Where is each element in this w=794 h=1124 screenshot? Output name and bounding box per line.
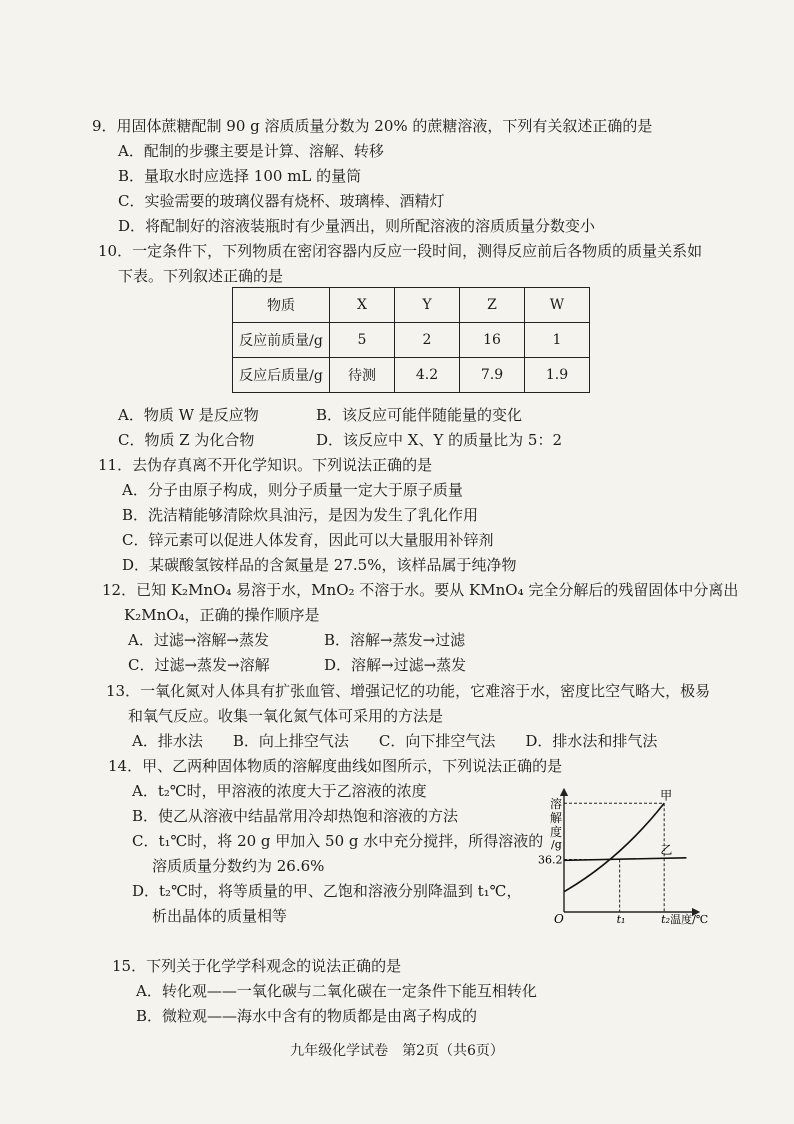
table-cell: 16 — [460, 323, 525, 358]
table-cell: 5 — [330, 323, 395, 358]
q9-stem: 9．用固体蔗糖配制 90 g 溶质质量分数为 20% 的蔗糖溶液，下列有关叙述正确的是 — [92, 117, 653, 135]
q13-stem-line2: 和氧气反应。收集一氧化氮气体可采用的方法是 — [128, 707, 444, 725]
q10-stem-line1: 10．一定条件下，下列物质在密闭容器内反应一段时间，测得反应前后各物质的质量关系如 — [98, 242, 703, 260]
q14-option-c-line2: 溶质质量分数约为 26.6% — [152, 857, 325, 875]
q15-option-a: A．转化观——一氧化碳与二氧化碳在一定条件下能互相转化 — [136, 982, 537, 1000]
q15-option-b: B．微粒观——海水中含有的物质都是由离子构成的 — [136, 1007, 478, 1025]
y-axis-label-4: /g — [551, 838, 562, 851]
series-line-yi — [564, 858, 686, 861]
q9-option-c: C．实验需要的玻璃仪器有烧杯、玻璃棒、酒精灯 — [118, 192, 445, 210]
y-axis-label-3: 度 — [550, 825, 563, 839]
q12-option-a: A．过滤→溶解→蒸发 — [128, 631, 269, 649]
q9-option-a: A．配制的步骤主要是计算、溶解、转移 — [118, 142, 384, 160]
q11-option-d: D．某碳酸氢铵样品的含氮量是 27.5%，该样品属于纯净物 — [122, 556, 517, 574]
q14-option-a: A．t₂℃时，甲溶液的浓度大于乙溶液的浓度 — [132, 782, 427, 800]
q14-option-b: B．使乙从溶液中结晶常用冷却热饱和溶液的方法 — [132, 807, 459, 825]
x-tick-label-t1: t₁ — [616, 913, 626, 926]
q11-option-c: C．锌元素可以促进人体发育，因此可以大量服用补锌剂 — [122, 531, 494, 549]
table-cell: 4.2 — [395, 358, 460, 393]
q10-option-c: C．物质 Z 为化合物 — [118, 431, 255, 449]
q12-stem-line1: 12．已知 K₂MnO₄ 易溶于水，MnO₂ 不溶于水。要从 KMnO₄ 完全分解后的残留固体中分离出 — [102, 581, 739, 599]
q13-options: A．排水法 B．向上排空气法 C．向下排空气法 D．排水法和排气法 — [132, 732, 658, 750]
q10-stem-line2: 下表。下列叙述正确的是 — [118, 267, 284, 285]
q12-option-d: D．溶解→过滤→蒸发 — [324, 656, 467, 674]
q14-option-c-line1: C．t₁℃时，将 20 g 甲加入 50 g 水中充分搅拌，所得溶液的 — [132, 832, 544, 850]
table-cell: Y — [395, 288, 460, 323]
table-row — [233, 358, 590, 393]
table-cell: X — [330, 288, 395, 323]
table-cell: 反应后质量/g — [233, 358, 330, 393]
x-axis-label: 温度/℃ — [670, 913, 709, 926]
table-cell: 1.9 — [525, 358, 590, 393]
table-cell: 7.9 — [460, 358, 525, 393]
series-label-jia: 甲 — [660, 788, 673, 803]
q12-option-c: C．过滤→蒸发→溶解 — [128, 656, 270, 674]
table-cell: 物质 — [233, 288, 330, 323]
table-cell: 待测 — [330, 358, 395, 393]
q10-option-d: D．该反应中 X、Y 的质量比为 5：2 — [316, 431, 562, 449]
solubility-chart — [536, 786, 709, 926]
q14-option-d-line2: 析出晶体的质量相等 — [152, 907, 288, 925]
q10-mass-table — [232, 287, 590, 393]
q12-stem-line2: K₂MnO₄，正确的操作顺序是 — [124, 606, 320, 624]
series-line-jia — [564, 803, 664, 891]
q11-option-b: B．洗洁精能够清除炊具油污，是因为发生了乳化作用 — [122, 506, 479, 524]
q11-option-a: A．分子由原子构成，则分子质量一定大于原子质量 — [122, 481, 463, 499]
series-label-yi: 乙 — [660, 842, 673, 857]
table-header-row — [233, 288, 590, 323]
q14-option-d-line1: D．t₂℃时，将等质量的甲、乙饱和溶液分别降温到 t₁℃， — [132, 882, 522, 900]
q13-stem-line1: 13．一氧化氮对人体具有扩张血管、增强记忆的功能，它难溶于水，密度比空气略大，极易 — [106, 682, 711, 700]
y-axis-label-1: 溶 — [550, 797, 563, 811]
origin-label: O — [554, 912, 564, 926]
table-cell: W — [525, 288, 590, 323]
q10-option-a: A．物质 W 是反应物 — [118, 406, 259, 424]
y-tick-label: 36.2 — [538, 853, 563, 867]
q15-stem: 15．下列关于化学学科观念的说法正确的是 — [112, 957, 402, 975]
x-tick-label-t2: t₂ — [661, 913, 671, 926]
table-cell: Z — [460, 288, 525, 323]
q11-stem: 11．去伪存真离不开化学知识。下列说法正确的是 — [98, 456, 433, 474]
q9-option-d: D．将配制好的溶液装瓶时有少量洒出，则所配溶液的溶质质量分数变小 — [118, 217, 596, 235]
table-cell: 1 — [525, 323, 590, 358]
table-row — [233, 323, 590, 358]
q14-stem: 14．甲、乙两种固体物质的溶解度曲线如图所示，下列说法正确的是 — [108, 757, 563, 775]
y-axis-label-2: 解 — [550, 811, 563, 825]
table-cell: 2 — [395, 323, 460, 358]
q9-option-b: B．量取水时应选择 100 mL 的量筒 — [118, 167, 362, 185]
page-footer: 九年级化学试卷 第2页（共6页） — [290, 1043, 504, 1059]
q12-option-b: B．溶解→蒸发→过滤 — [324, 631, 466, 649]
q10-option-b: B．该反应可能伴随能量的变化 — [316, 406, 523, 424]
table-cell: 反应前质量/g — [233, 323, 330, 358]
